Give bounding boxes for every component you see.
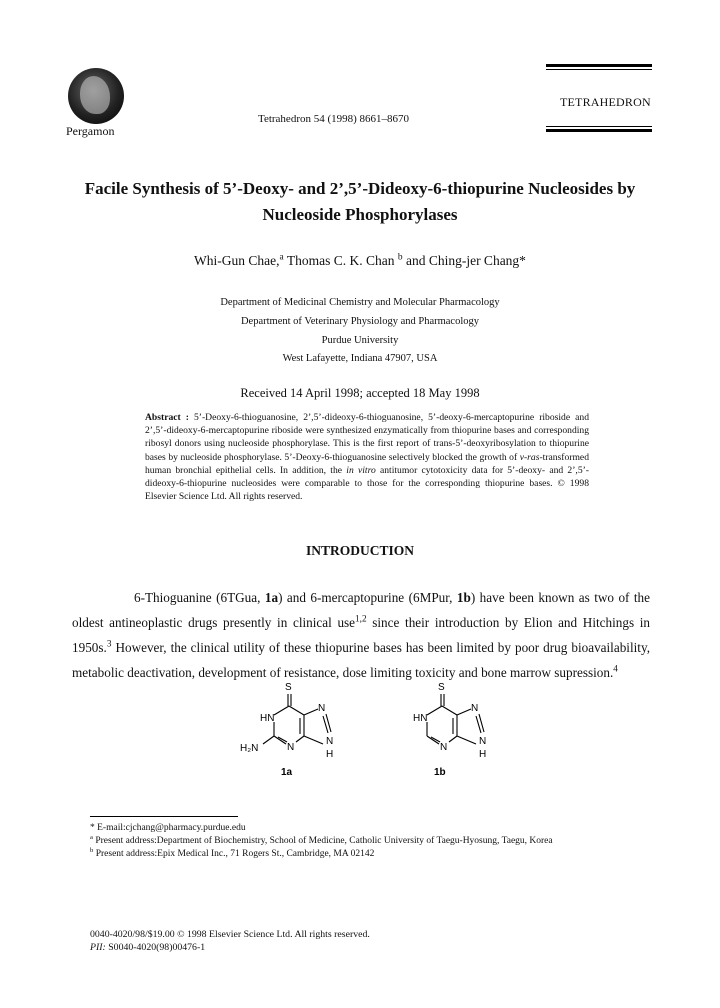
atom-label: N <box>287 742 295 753</box>
abstract-text-3: antitumor cytotoxicity data for 5’-deoxy- and 2’,5’-dideoxy-6-thiopurine nucleosides were comparable to those for the corresponding thiopurine bases. © 1998 Elsevier Science Ltd. All rights reserved. <box>145 464 590 503</box>
header-rule-bottom <box>546 129 652 132</box>
article-title <box>40 176 680 228</box>
footnote-email: * E-mail:cjchang@pharmacy.purdue.edu <box>90 823 246 833</box>
intro-text: ) have been known as two of the oldest antineoplastic drugs presently in clinical use <box>72 590 650 630</box>
atom-label: H <box>479 749 487 760</box>
atom-label: HN <box>413 713 428 724</box>
structure-1a-labels <box>240 682 333 760</box>
abstract-text-1: 5’-Deoxy-6-thioguanosine, 2’,5’-dideoxy-6-thioguanosine, 5’-deoxy-6-mercaptopurine riboside and 2’,5’-dideoxy-6-mercaptopurine riboside were synthesized enzymatically from thiopurine bases and corresponding ribosyl donors using nucleoside phosphorylase. This is the first report of trans-5’-deoxyribosylation to thiopurine bases by nucleoside phosphorylase. 5’-Deoxy-6-thioguanosine selectively blocked the growth of <box>145 412 589 463</box>
pii-line <box>90 941 370 954</box>
affiliation-3: Purdue University <box>321 335 399 346</box>
header-rule-top <box>546 64 652 67</box>
copyright-line: 0040-4020/98/$19.00 © 1998 Elsevier Science Ltd. All rights reserved. <box>90 929 370 940</box>
footnote-text: Present address:Epix Medical Inc., 71 Rogers St., Cambridge, MA 02142 <box>95 849 375 859</box>
affiliation-4: West Lafayette, Indiana 47907, USA <box>282 353 438 364</box>
footnote-mark: b <box>90 846 94 854</box>
abstract <box>145 411 589 503</box>
intro-paragraph <box>72 585 650 685</box>
atom-label: N <box>471 703 479 714</box>
affiliation-2: Department of Veterinary Physiology and Pharmacology <box>240 316 480 327</box>
citation: 4 <box>613 663 618 674</box>
footnote-a <box>90 835 650 848</box>
structure-1b-labels <box>413 682 486 760</box>
atom-label: H <box>326 749 334 760</box>
abstract-vras: v-ras <box>519 451 540 463</box>
publisher-logo <box>68 68 124 124</box>
atom-label: N <box>318 703 326 714</box>
title-line-1: Facile Synthesis of 5’-Deoxy- and 2’,5’-Dideoxy-6-thiopurine Nucleosides by <box>84 179 636 198</box>
affiliation-1: Department of Medicinal Chemistry and Molecular Pharmacology <box>220 297 500 308</box>
pii-value: S0040-4020(98)00476-1 <box>105 942 206 953</box>
intro-text: ) and 6-mercaptopurine (6MPur, <box>278 590 457 605</box>
footnote-mark: a <box>90 833 93 841</box>
compound-ref-1a: 1a <box>264 590 279 605</box>
author-1-mark: a <box>279 252 284 263</box>
journal-reference: Tetrahedron 54 (1998) 8661–8670 <box>258 113 410 125</box>
atom-label: S <box>438 682 445 693</box>
structure-label-1b: 1b <box>434 767 446 778</box>
abstract-text-2: -transformed human bronchial epithelial cells. In addition, the <box>145 451 589 476</box>
title-line-2: Nucleoside Phosphorylases <box>262 205 458 224</box>
citation: 3 <box>106 638 112 649</box>
compound-ref-1b: 1b <box>456 590 471 605</box>
footnotes <box>90 822 650 861</box>
structure-1b <box>427 694 484 744</box>
journal-name: TETRAHEDRON <box>560 95 651 109</box>
citation: 1,2 <box>355 613 367 624</box>
intro-text: 6-Thioguanine (6TGua, <box>134 590 265 605</box>
footnote-text: Present address:Department of Biochemistry, School of Medicine, Catholic University of Taegu-Hyosung, Taegu, Korea <box>95 836 553 846</box>
atom-label: N <box>479 736 487 747</box>
author-3: and Ching-jer Chang* <box>402 253 526 268</box>
footnote-rule <box>90 816 238 817</box>
received-dates: Received 14 April 1998; accepted 18 May 1998 <box>240 386 480 400</box>
publisher-name: Pergamon <box>66 124 115 138</box>
author-2-mark: b <box>397 252 403 263</box>
header-rule-top-thin <box>546 69 652 70</box>
atom-label: N <box>326 736 334 747</box>
intro-text: However, the clinical utility of these thiopurine bases has been limited by poor drug bioavailability, metabolic deactivation, development of resistance, dose limiting toxicity and bone marrow supression. <box>72 640 650 680</box>
author-list <box>40 253 680 269</box>
atom-label: N <box>440 742 448 753</box>
intro-text: since their introduction by Elion and Hitchings in 1950s. <box>72 615 650 655</box>
atom-label: HN <box>260 713 275 724</box>
footnote-b <box>90 848 650 861</box>
header-rule-bottom-thin <box>546 126 652 127</box>
abstract-invitro: in vitro <box>346 464 376 476</box>
atom-label: S <box>285 682 292 693</box>
chemical-structures <box>218 678 508 778</box>
pii-label: PII: <box>90 942 106 953</box>
abstract-label: Abstract : <box>145 412 189 423</box>
structure-label-1a: 1a <box>281 767 293 778</box>
section-heading: INTRODUCTION <box>305 543 414 558</box>
copyright-block <box>90 928 370 954</box>
atom-label: H₂N <box>240 743 259 754</box>
author-2: Thomas C. K. Chan <box>283 253 398 268</box>
author-1: Whi-Gun Chae, <box>194 253 280 268</box>
